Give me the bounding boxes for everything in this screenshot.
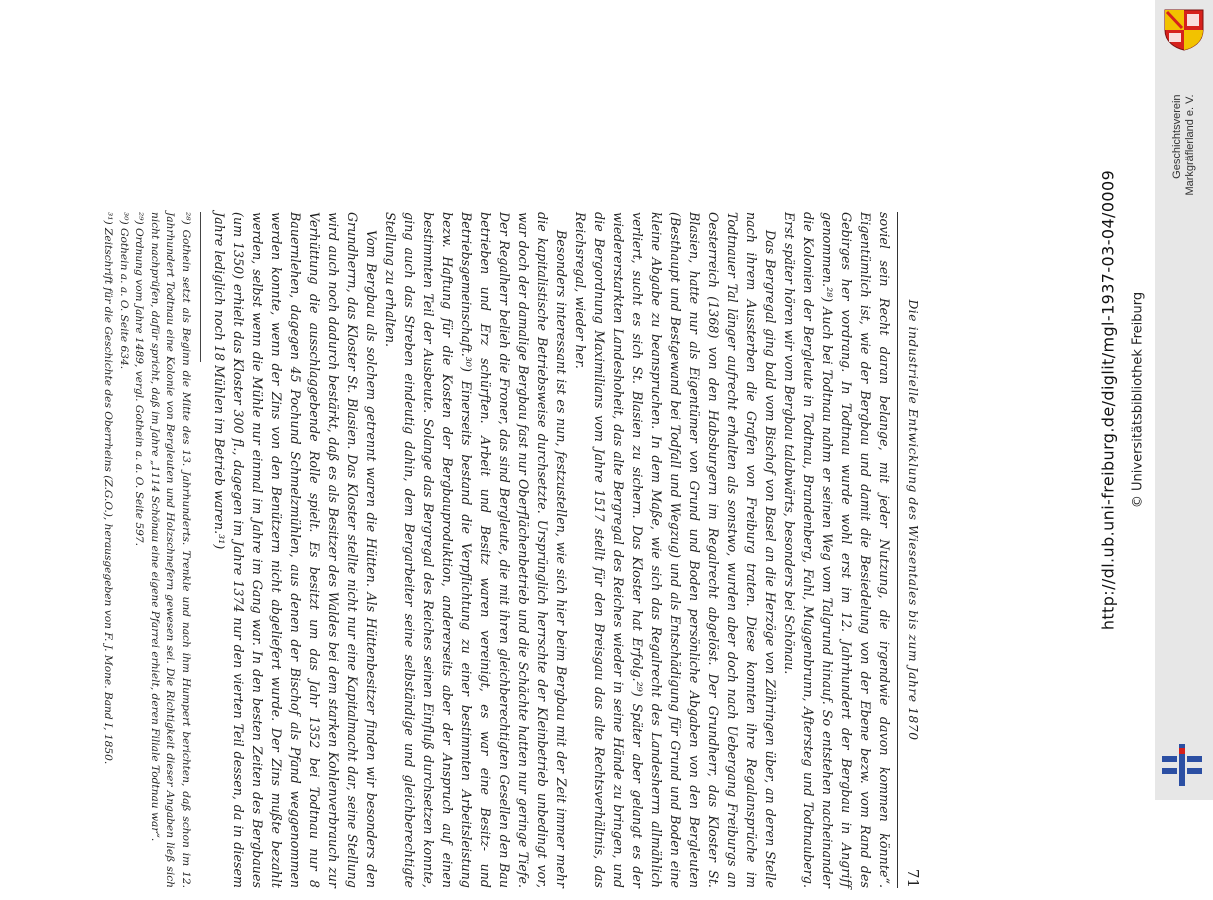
society-label <box>1171 94 1197 195</box>
running-head: Die industrielle Entwicklung des Wiesentales bis zum Jahre 1870 <box>905 299 920 741</box>
paragraph: soviel sein Recht daran belange, mit jeder Nutzung, die irgendwie davon kommen könnte“. Eigentümlich ist, wie der Bergbau und damit die Besiedelung von der Ebene bezw. vom Rand des Gebirges her vordrang. In Todtnau wurde wohl erst im 12. Jahrhundert der Bergbau in Angriff genommen.²⁸) Auch bei Todtnau nahm er seinen Weg vom Talgrund hinauf. So entstehen nacheinander die Kolonien der Bergleute in Todtnau, Brandenberg, Fahl, Muggenbrunn, Aftersteg und Todtnauberg. Erst später hören wir vom Bergbau talabwärts, besonders bei Schönau. <box>781 212 892 888</box>
ub-logo-icon[interactable] <box>1162 744 1202 786</box>
paragraph: Vom Bergbau als solchem getrennt waren die Hütten. Als Hüttenbesitzer finden wir besonders den Grundherrn, das Kloster St. Blasien. Das Kloster stellte nicht nur eine Kapitalmacht dar, seine Stellung wird auch noch dadurch bestärkt, daß es als Besitzer des Waldes bei dem starken Kohlenverbrauch zur Verhüttung die ausschlaggebende Rolle spielt. Es besitzt um das Jahr 1352 bei Todtnau nur 8 Bauernlehen, dagegen 45 Pochund Schmelzmühlen, aus denen der Bischof als Pfand weggenommen werden konnte, wenn der Zins von den Benützern nicht abgeliefert wurde. Der Zins mußte bezahlt werden, selbst wenn die Mühle nur einmal im Jahre im Gang war. In den besten Zeiten des Bergbaues (um 1350) erhielt das Kloster 300 fl., dagegen im Jahre 1374 nur den vierten Teil dessen, da in diesem Jahre lediglich noch 18 Mühlen im Betrieb waren.³¹) <box>211 212 379 888</box>
permalink-url[interactable]: http://dl.ub.uni-freiburg.de/diglit/mgl-1937-03-04/0009 <box>1098 169 1118 631</box>
footnote-divider <box>200 212 201 362</box>
footnote: ²⁹) Ordnung vom Jahre 1489, vergl. Gothein a. a. O. Seite 597. <box>133 212 145 546</box>
paragraph: Das Bergregal ging bald vom Bischof von Basel an die Herzöge von Zähringen über, an deren Stelle nach ihrem Aussterben die Grafen von Freiburg traten. Diese konnten ihre Regalansprüche im Todtnauer Tal länger aufrecht erhalten als sonstwo, wurden aber doch nach Uebergang Freiburgs an Oesterreich (1368) von den Habsburgern im Regalrecht abgelöst. Der Grundherr, das Kloster St. Blasien, hatte nur als Eigentümer von Grund und Boden persönliche Abgaben von den Bergleuten (Besthaupt und Bestgewand bei Todfall und Wegzug) und als Entschädigung für Grund und Boden eine kleine Abgabe zu beanspruchen. In dem Maße, wie sich das Regalrecht des Landesherrn allmählich verliert, sucht es sich St. Blasien zu sichern. Das Kloster hat Erfolg.²⁹) Später aber gelangt es der wiedererstarkten Landeshoheit, das alte Bergregal des Reiches wieder in seine Hände zu bringen, und die Bergordnung Maximilians vom Jahre 1517 stellt für den Breisgau das alte Rechtsverhältnis, das Reichsregal, wieder her. <box>572 212 778 888</box>
crest-icon[interactable] <box>1161 6 1207 52</box>
page-number: 71 <box>903 868 922 888</box>
body-text <box>100 212 894 888</box>
book-page <box>0 200 928 900</box>
society-label-line2: Markgräflerland e. V. <box>1184 94 1196 196</box>
page-header <box>897 212 920 888</box>
footnote: ³⁰) Gothein a. a. O. Seite 634. <box>117 212 130 370</box>
right-sidebar <box>1155 0 1213 800</box>
link-bar <box>1078 0 1155 800</box>
society-label-line1: Geschichtsverein <box>1171 94 1183 179</box>
footnote: ²⁸) Gothein setzt als Beginn die Mitte des 13. Jahrhunderts. Trenkle und nach ihm Humpert berichten, daß schon im 12. Jahrhundert Todtnau eine Kolonie von Bergleuten und Holzschnefern gewesen sei. Die Richtigkeit dieser Angaben ließ sich nicht nachprüfen, dafür spricht, daß im Jahre „1114 Schönau eine eigene Pfarrei erhielt, deren Filiale Todtnau war“. <box>148 212 192 888</box>
footnote: ³¹) Zeitschrift für die Geschichte des Oberrheins (Z.G.O.), herausgegeben von F. J. Mone. Band I, 1850. <box>102 212 114 765</box>
copyright-notice: © Universitätsbibliothek Freiburg <box>1130 291 1146 509</box>
paragraph: Besonders interessant ist es nun, festzustellen, wie sich hier beim Bergbau mit der Zeit immer mehr die kapitalistische Betriebsweise durchsetzte. Ursprünglich herrschte der Kleinbetrieb unbedingt vor, war doch der damalige Bergbau fast nur Oberflächenbetrieb und die Schächte hatten nur geringe Tiefe. Der Regalherr belieh die Froner, das sind Bergleute, die mit ihren gleichberechtigten Gesellen den Bau betrieben und Erz schürften. Arbeit und Besitz waren vereinigt, es war eine Besitz- und Betriebsgemeinschaft.³⁰) Einerseits bestand die Verpflichtung zu einer bestimmten Arbeitsleistung bezw. Haftung für die Kosten der Bergbauproduktion, andererseits aber der Anspruch auf einen bestimmten Teil der Ausbeute. Solange das Bergregal des Reiches seinen Einfluß durchsetzen konnte, ging auch das Streben eindeutig dahin, dem Bergarbeiter seine selbständige und gleichberechtigte Stellung zu erhalten. <box>382 212 569 888</box>
